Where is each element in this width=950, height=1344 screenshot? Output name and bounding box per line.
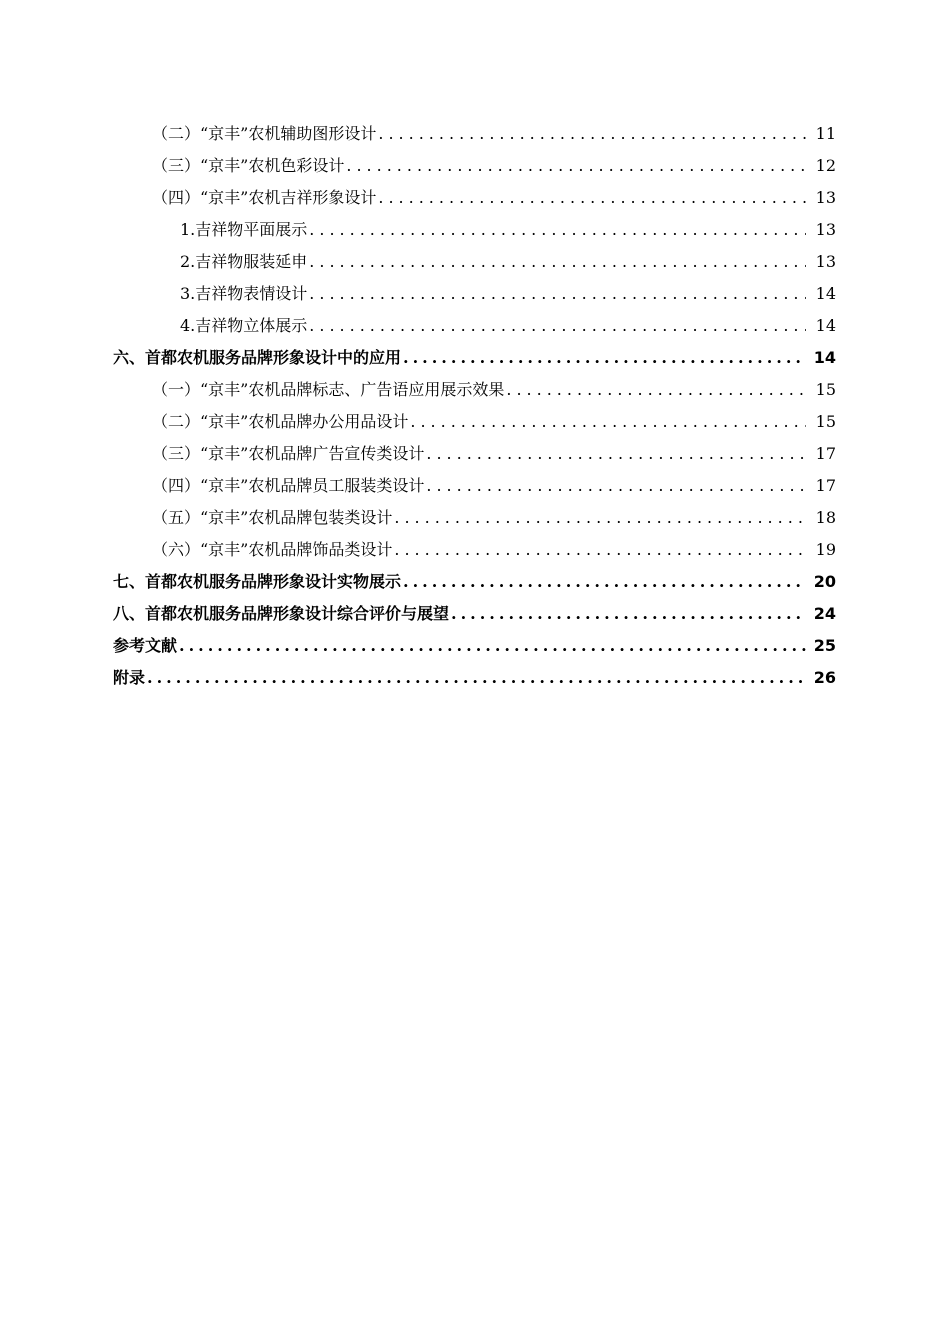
toc-dot-leader <box>309 284 806 304</box>
toc-entry-page: 13 <box>815 220 836 239</box>
toc-entry-title: （二）“京丰”农机辅助图形设计 <box>152 124 377 143</box>
toc-dot-leader <box>378 188 806 208</box>
toc-entry[interactable] <box>0 147 950 179</box>
toc-dot-leader <box>309 252 806 272</box>
toc-entry-title: （一）“京丰”农机品牌标志、广告语应用展示效果 <box>152 380 505 399</box>
toc-entry-title: 六、首都农机服务品牌形象设计中的应用 <box>113 348 402 367</box>
toc-entry-page: 14 <box>815 316 836 335</box>
toc-entry-page: 11 <box>815 124 836 143</box>
toc-dot-leader <box>403 572 806 592</box>
toc-entry-page: 14 <box>815 284 836 303</box>
toc-entry[interactable] <box>0 467 950 499</box>
toc-entry-title: 参考文献 <box>113 636 178 655</box>
toc-dot-leader <box>451 604 806 624</box>
toc-entry[interactable] <box>0 275 950 307</box>
toc-entry[interactable] <box>0 243 950 275</box>
toc-entry-page: 24 <box>813 604 836 623</box>
toc-entry-page: 15 <box>815 380 836 399</box>
toc-entry-title: （三）“京丰”农机品牌广告宣传类设计 <box>152 444 425 463</box>
toc-dot-leader <box>426 444 806 464</box>
toc-entry-page: 15 <box>815 412 836 431</box>
toc-dot-leader <box>506 380 806 400</box>
toc-entry-title: （三）“京丰”农机色彩设计 <box>152 156 345 175</box>
toc-entry-page: 18 <box>815 508 836 527</box>
toc-entry[interactable] <box>0 179 950 211</box>
toc-entry-title: 附录 <box>113 668 146 687</box>
toc-entry[interactable] <box>0 211 950 243</box>
toc-entry[interactable] <box>0 435 950 467</box>
toc-entry[interactable] <box>0 499 950 531</box>
toc-entry-page: 19 <box>815 540 836 559</box>
toc-entry-title: （四）“京丰”农机吉祥形象设计 <box>152 188 377 207</box>
toc-dot-leader <box>394 508 806 528</box>
toc-entry-title: 4.吉祥物立体展示 <box>180 316 308 335</box>
toc-entry-title: （五）“京丰”农机品牌包装类设计 <box>152 508 393 527</box>
toc-entry-title: 2.吉祥物服装延申 <box>180 252 308 271</box>
toc-entry-page: 13 <box>815 252 836 271</box>
toc-entry-page: 20 <box>813 572 836 591</box>
toc-dot-leader <box>346 156 806 176</box>
toc-entry-page: 12 <box>815 156 836 175</box>
toc-entry-title: 3.吉祥物表情设计 <box>180 284 308 303</box>
table-of-contents <box>0 115 950 691</box>
toc-dot-leader <box>403 348 806 368</box>
toc-dot-leader <box>394 540 806 560</box>
toc-dot-leader <box>426 476 806 496</box>
toc-dot-leader <box>378 124 806 144</box>
toc-dot-leader <box>410 412 806 432</box>
toc-entry-page: 13 <box>815 188 836 207</box>
toc-entry-title: 七、首都农机服务品牌形象设计实物展示 <box>113 572 402 591</box>
toc-entry-title: （六）“京丰”农机品牌饰品类设计 <box>152 540 393 559</box>
toc-entry[interactable] <box>0 403 950 435</box>
toc-entry[interactable] <box>0 339 950 371</box>
toc-entry-title: 1.吉祥物平面展示 <box>180 220 308 239</box>
toc-entry[interactable] <box>0 627 950 659</box>
toc-entry-page: 26 <box>813 668 836 687</box>
toc-entry-page: 14 <box>813 348 836 367</box>
toc-entry-title: （四）“京丰”农机品牌员工服装类设计 <box>152 476 425 495</box>
toc-dot-leader <box>309 220 806 240</box>
toc-entry[interactable] <box>0 371 950 403</box>
toc-dot-leader <box>309 316 806 336</box>
toc-entry-title: （二）“京丰”农机品牌办公用品设计 <box>152 412 409 431</box>
toc-entry[interactable] <box>0 595 950 627</box>
toc-entry[interactable] <box>0 115 950 147</box>
toc-entry-page: 17 <box>815 476 836 495</box>
toc-entry-page: 25 <box>813 636 836 655</box>
toc-entry[interactable] <box>0 563 950 595</box>
toc-dot-leader <box>179 636 806 656</box>
toc-entry-page: 17 <box>815 444 836 463</box>
toc-entry[interactable] <box>0 659 950 691</box>
toc-entry-title: 八、首都农机服务品牌形象设计综合评价与展望 <box>113 604 450 623</box>
toc-entry[interactable] <box>0 531 950 563</box>
toc-dot-leader <box>147 668 806 688</box>
toc-entry[interactable] <box>0 307 950 339</box>
